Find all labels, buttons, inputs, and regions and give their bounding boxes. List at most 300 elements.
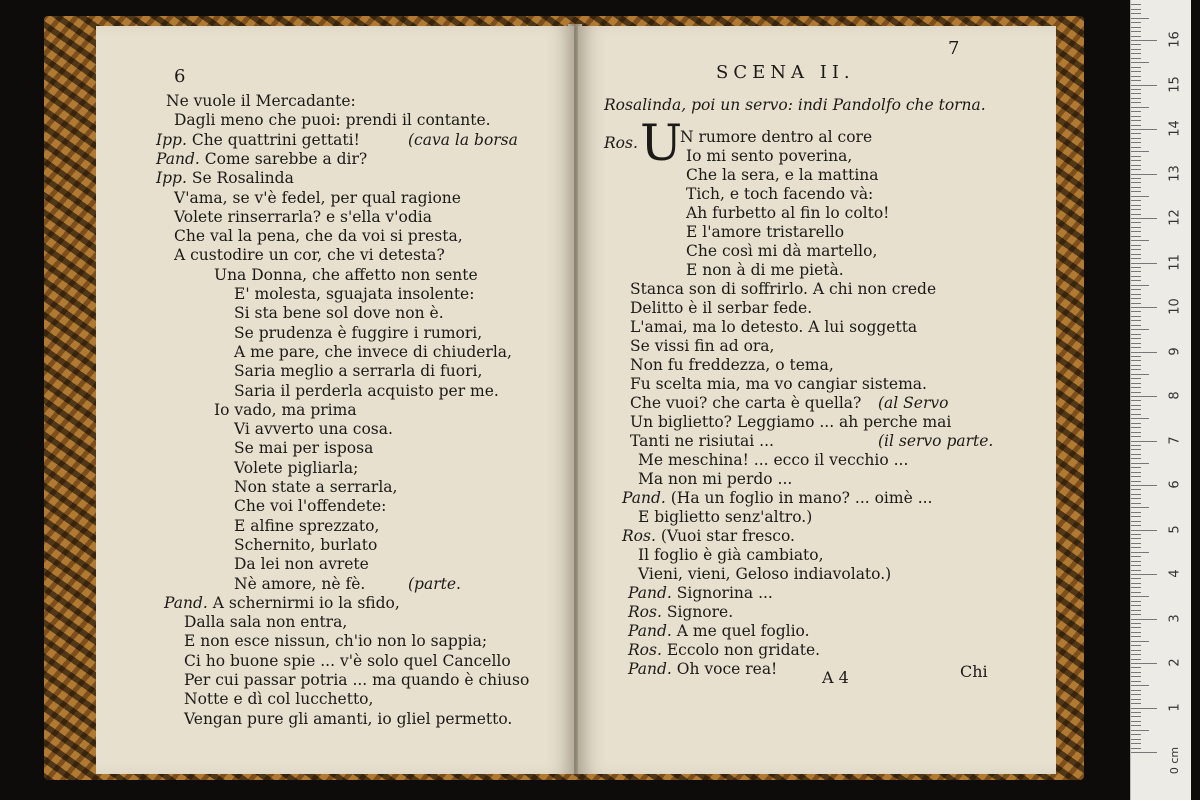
text-line xyxy=(630,337,774,355)
ruler-number: 12 xyxy=(1167,209,1183,226)
stage-direction: (cava la borsa xyxy=(408,130,518,149)
ruler-tick xyxy=(1131,27,1141,28)
verse-text: Oh voce rea! xyxy=(676,660,778,678)
ruler-tick xyxy=(1131,280,1141,281)
ruler-tick xyxy=(1131,521,1141,522)
ruler-unit: 0 cm xyxy=(1168,746,1182,775)
ruler-number: 9 xyxy=(1167,346,1183,356)
ruler-tick xyxy=(1131,151,1149,152)
text-line xyxy=(630,299,812,317)
verse-text: Tanti ne risiutai ... xyxy=(630,432,774,450)
ruler-tick xyxy=(1131,400,1141,401)
text-line xyxy=(630,318,917,336)
verse-text: Me meschina! ... ecco il vecchio ... xyxy=(638,451,909,469)
ruler-tick xyxy=(1131,93,1141,94)
ruler-tick xyxy=(1131,574,1157,575)
ruler-tick xyxy=(1131,676,1141,677)
ruler-number: 3 xyxy=(1167,613,1183,623)
speaker-label: Ipp. xyxy=(156,169,187,188)
text-line xyxy=(214,401,357,419)
verse-text: V'ama, se v'è fedel, per qual ragione xyxy=(174,188,461,207)
verse-text: Se prudenza è fuggire i rumori, xyxy=(234,323,483,342)
ruler-tick xyxy=(1131,641,1149,642)
speaker-label: Ipp. xyxy=(156,130,187,149)
text-line xyxy=(638,565,891,583)
text-line xyxy=(630,432,774,450)
ruler-number: 13 xyxy=(1167,164,1183,182)
text-line xyxy=(628,603,733,621)
ruler-tick xyxy=(1131,182,1141,183)
ruler-tick xyxy=(1131,405,1141,406)
ruler-tick xyxy=(1131,498,1141,499)
ruler-tick xyxy=(1131,307,1157,308)
text-line xyxy=(184,613,347,631)
ruler-tick xyxy=(1131,214,1141,215)
ruler-tick xyxy=(1131,191,1141,192)
ruler-tick xyxy=(1131,205,1141,206)
ruler-tick xyxy=(1131,547,1141,548)
ruler-tick xyxy=(1131,338,1141,339)
ruler-tick xyxy=(1131,178,1141,179)
verse-text: Non fu freddezza, o tema, xyxy=(630,356,834,374)
verse-text: Ah furbetto al fin lo colto! xyxy=(686,204,890,222)
text-line xyxy=(234,517,379,535)
ruler-tick xyxy=(1131,601,1141,602)
text-line xyxy=(234,285,474,303)
ruler-tick xyxy=(1131,320,1141,321)
text-line xyxy=(630,356,834,374)
verse-text: Schernito, burlato xyxy=(234,535,378,554)
page-number: 6 xyxy=(174,66,186,87)
text-line xyxy=(686,223,844,241)
verse-text: N rumore dentro al core xyxy=(680,128,873,146)
ruler-tick xyxy=(1131,165,1141,166)
text-line xyxy=(164,594,400,612)
ruler-tick xyxy=(1131,258,1141,259)
ruler-tick xyxy=(1131,147,1141,148)
ruler-number: 16 xyxy=(1167,31,1183,48)
ruler-tick xyxy=(1131,481,1141,482)
ruler-number: 4 xyxy=(1167,569,1183,578)
ruler-tick xyxy=(1131,254,1141,255)
text-line xyxy=(234,555,369,573)
ruler-tick xyxy=(1131,570,1141,571)
ruler-tick xyxy=(1131,263,1157,264)
ruler-tick xyxy=(1131,423,1141,424)
verse-text: Signorina ... xyxy=(676,584,773,602)
ruler-tick xyxy=(1131,739,1141,740)
text-line xyxy=(630,394,861,412)
text-line xyxy=(628,584,773,602)
scene-direction: Rosalinda, poi un servo: indi Pandolfo che torna. xyxy=(604,96,986,114)
ruler-tick xyxy=(1131,552,1149,553)
ruler-tick xyxy=(1131,623,1141,624)
ruler-tick xyxy=(1131,374,1149,375)
verse-text: Che così mi dà martello, xyxy=(686,242,878,260)
verse-text: E non esce nissun, ch'io non lo sappia; xyxy=(184,632,488,651)
text-line xyxy=(184,632,487,650)
text-line xyxy=(156,131,360,149)
ruler-tick xyxy=(1131,725,1141,726)
verse-text: Dalla sala non entra, xyxy=(184,613,348,632)
ruler-tick xyxy=(1131,383,1141,384)
text-line xyxy=(686,147,852,165)
ruler-tick xyxy=(1131,49,1141,50)
verse-text: Notte e dì col lucchetto, xyxy=(184,690,374,709)
text-line xyxy=(234,420,393,438)
verse-text: Nè amore, nè fè. xyxy=(234,574,366,593)
ruler-tick xyxy=(1131,418,1149,419)
ruler-tick xyxy=(1131,298,1141,299)
ruler-tick xyxy=(1131,13,1141,14)
text-line xyxy=(174,111,491,129)
ruler-tick xyxy=(1131,538,1141,539)
text-line xyxy=(174,227,463,245)
ruler-tick xyxy=(1131,227,1141,228)
ruler-number: 5 xyxy=(1167,524,1183,534)
ruler-tick xyxy=(1131,396,1157,397)
ruler-tick xyxy=(1131,708,1157,709)
ruler-tick xyxy=(1131,503,1141,504)
ruler-tick xyxy=(1131,67,1141,68)
ruler-tick xyxy=(1131,303,1141,304)
verse-text: Ma non mi perdo ... xyxy=(638,470,793,488)
ruler-tick xyxy=(1131,392,1141,393)
speaker-label: Ros. xyxy=(628,641,662,659)
ruler-tick xyxy=(1131,743,1141,744)
ruler-tick xyxy=(1131,196,1149,197)
verse-text: A me pare, che invece di chiuderla, xyxy=(234,342,512,361)
ruler-tick xyxy=(1131,156,1141,157)
text-line xyxy=(234,497,386,515)
verse-text: Vieni, vieni, Geloso indiavolato.) xyxy=(638,565,892,583)
verse-text: Eccolo non gridate. xyxy=(666,641,821,659)
ruler-tick xyxy=(1131,445,1141,446)
verse-text: Io mi sento poverina, xyxy=(686,147,853,165)
text-line xyxy=(686,242,877,260)
verse-text: Che vuoi? che carta è quella? xyxy=(630,394,862,412)
ruler-tick xyxy=(1131,174,1157,175)
catchword: Chi xyxy=(960,662,988,681)
ruler-tick xyxy=(1131,276,1141,277)
ruler-tick xyxy=(1131,636,1141,637)
text-line xyxy=(638,508,812,526)
ruler-tick xyxy=(1131,222,1141,223)
ruler-tick xyxy=(1131,627,1141,628)
verse-text: Si sta bene sol dove non è. xyxy=(234,304,444,323)
ruler-tick xyxy=(1131,485,1157,486)
verse-text: E alfine sprezzato, xyxy=(234,516,380,535)
ruler-tick xyxy=(1131,449,1141,450)
ruler-tick xyxy=(1131,690,1141,691)
ruler-tick xyxy=(1131,369,1141,370)
verse-text: E non à di me pietà. xyxy=(686,261,844,279)
verse-text: Signore. xyxy=(666,603,734,621)
ruler-tick xyxy=(1131,489,1141,490)
text-line xyxy=(234,575,365,593)
measuring-ruler xyxy=(1130,0,1191,800)
verse-text: Tich, e toch facendo và: xyxy=(686,185,874,203)
text-line xyxy=(174,189,461,207)
ruler-number: 1 xyxy=(1167,702,1183,712)
ruler-tick xyxy=(1131,454,1141,455)
verse-text: E l'amore tristarello xyxy=(686,223,845,241)
ruler-tick xyxy=(1131,267,1141,268)
ruler-tick xyxy=(1131,632,1141,633)
ruler-tick xyxy=(1131,125,1141,126)
scene-header: SCENA II. xyxy=(716,62,855,83)
ruler-tick xyxy=(1131,329,1149,330)
verse-text: Fu scelta mia, ma vo cangiar sistema. xyxy=(630,375,927,393)
verse-text: Se Rosalinda xyxy=(191,169,294,188)
text-line xyxy=(174,246,445,264)
speaker-label: Pand. xyxy=(628,622,672,640)
ruler-number: 15 xyxy=(1167,75,1183,93)
ruler-tick xyxy=(1131,98,1141,99)
verse-text: (Ha un foglio in mano? ... oimè ... xyxy=(670,489,933,507)
verse-text: Che val la pena, che da voi si presta, xyxy=(174,227,463,246)
ruler-tick xyxy=(1131,249,1141,250)
ruler-tick xyxy=(1131,694,1141,695)
ruler-tick xyxy=(1131,556,1141,557)
ruler-tick xyxy=(1131,672,1141,673)
ruler-tick xyxy=(1131,129,1157,130)
ruler-tick xyxy=(1131,432,1141,433)
verse-text: Per cui passar potria ... ma quando è chiuso xyxy=(184,671,530,689)
verse-text: Saria meglio a serrarla di fuori, xyxy=(234,362,483,381)
ruler-tick xyxy=(1131,721,1141,722)
verse-text: Volete rinserrarla? e s'ella v'odia xyxy=(174,207,432,226)
verse-text: Una Donna, che affetto non sente xyxy=(214,265,478,284)
ruler-tick xyxy=(1131,89,1141,90)
ruler-tick xyxy=(1131,356,1141,357)
verse-text: Che la sera, e la mattina xyxy=(686,166,879,184)
text-line xyxy=(686,185,873,203)
text-line xyxy=(214,266,478,284)
ruler-tick xyxy=(1131,240,1149,241)
speaker-label: Pand. xyxy=(628,660,672,678)
ruler-tick xyxy=(1131,294,1141,295)
ruler-tick xyxy=(1131,654,1141,655)
ruler-tick xyxy=(1131,681,1141,682)
verse-text: Saria il perderla acquisto per me. xyxy=(234,381,499,400)
ruler-tick xyxy=(1131,360,1141,361)
ruler-tick xyxy=(1131,9,1141,10)
ruler-tick xyxy=(1131,200,1141,201)
stage-direction: (il servo parte. xyxy=(878,432,994,450)
ruler-tick xyxy=(1131,663,1157,664)
ruler-tick xyxy=(1131,494,1141,495)
text-line xyxy=(686,261,844,279)
verse-text: A schernirmi io la sfido, xyxy=(212,593,400,612)
ruler-tick xyxy=(1131,209,1141,210)
ruler-tick xyxy=(1131,614,1141,615)
ruler-tick xyxy=(1131,138,1141,139)
ruler-tick xyxy=(1131,685,1149,686)
ruler-tick xyxy=(1131,512,1141,513)
ruler-tick xyxy=(1131,409,1141,410)
ruler-number: 14 xyxy=(1167,120,1183,137)
ruler-tick xyxy=(1131,245,1141,246)
ruler-tick xyxy=(1131,587,1141,588)
text-line xyxy=(174,208,432,226)
ruler-tick xyxy=(1131,343,1141,344)
ruler-tick xyxy=(1131,58,1141,59)
ruler-number: 11 xyxy=(1167,253,1183,271)
verse-text: Volete pigliarla; xyxy=(234,458,359,477)
ruler-tick xyxy=(1131,659,1141,660)
ruler-tick xyxy=(1131,619,1157,620)
ruler-tick xyxy=(1131,53,1141,54)
stage-direction: (al Servo xyxy=(878,394,949,412)
ruler-tick xyxy=(1131,218,1157,219)
text-line xyxy=(184,710,512,728)
text-line xyxy=(628,660,777,678)
ruler-tick xyxy=(1131,352,1157,353)
text-line xyxy=(184,690,373,708)
ruler-tick xyxy=(1131,80,1141,81)
ruler-tick xyxy=(1131,40,1157,41)
ruler-tick xyxy=(1131,365,1141,366)
ruler-tick xyxy=(1131,441,1157,442)
verse-text: Un biglietto? Leggiamo ... ah perche mai xyxy=(630,413,952,431)
ruler-tick xyxy=(1131,44,1141,45)
verse-text: E' molesta, sguajata insolente: xyxy=(234,285,475,303)
right-page xyxy=(578,26,1056,774)
speaker-label: Pand. xyxy=(622,489,666,507)
verse-text: Vengan pure gli amanti, io gliel permetto. xyxy=(184,709,513,728)
speaker-label: Pand. xyxy=(164,593,208,612)
ruler-tick xyxy=(1131,111,1141,112)
ruler-tick xyxy=(1131,507,1149,508)
ruler-tick xyxy=(1131,414,1141,415)
ruler-tick xyxy=(1131,730,1149,731)
ruler-tick xyxy=(1131,285,1149,286)
text-line xyxy=(234,478,397,496)
ruler-tick xyxy=(1131,62,1149,63)
ruler-tick xyxy=(1131,231,1141,232)
verse-text: Se vissi fin ad ora, xyxy=(630,337,775,355)
text-line xyxy=(622,527,795,545)
text-line xyxy=(638,451,908,469)
ruler-tick xyxy=(1131,699,1141,700)
text-line xyxy=(166,92,356,110)
ruler-number: 10 xyxy=(1167,298,1183,315)
text-line xyxy=(234,459,358,477)
ruler-tick xyxy=(1131,650,1141,651)
ruler-tick xyxy=(1131,472,1141,473)
ruler-tick xyxy=(1131,85,1157,86)
ruler-tick xyxy=(1131,516,1141,517)
ruler-tick xyxy=(1131,187,1141,188)
text-line xyxy=(156,169,294,187)
ruler-tick xyxy=(1131,116,1141,117)
ruler-tick xyxy=(1131,271,1141,272)
speaker-label: Ros. xyxy=(622,527,656,545)
ruler-tick xyxy=(1131,561,1141,562)
ruler-tick xyxy=(1131,107,1149,108)
verse-text: Se mai per isposa xyxy=(234,439,374,458)
ruler-tick xyxy=(1131,530,1157,531)
verse-text: A me quel foglio. xyxy=(676,622,810,640)
ruler-tick xyxy=(1131,645,1141,646)
speaker-label: Ros. xyxy=(604,134,638,152)
signature-mark: A 4 xyxy=(822,668,849,687)
ruler-tick xyxy=(1131,716,1141,717)
ruler-tick xyxy=(1131,476,1141,477)
verse-text: Stanca son di soffrirlo. A chi non crede xyxy=(630,280,937,298)
ruler-tick xyxy=(1131,734,1141,735)
ruler-tick xyxy=(1131,525,1141,526)
ruler-tick xyxy=(1131,236,1141,237)
verse-text: Come sarebbe a dir? xyxy=(204,149,368,168)
ruler-tick xyxy=(1131,142,1141,143)
text-line xyxy=(686,204,889,222)
ruler-tick xyxy=(1131,378,1141,379)
drop-cap: U xyxy=(640,114,683,172)
ruler-tick xyxy=(1131,543,1141,544)
ruler-tick xyxy=(1131,22,1141,23)
verse-text: Io vado, ma prima xyxy=(214,400,357,419)
ruler-tick xyxy=(1131,36,1141,37)
verse-text: Che voi l'offendete: xyxy=(234,497,387,516)
verse-text: L'amai, ma lo detesto. A lui soggetta xyxy=(630,318,918,336)
verse-text: Delitto è il serbar fede. xyxy=(630,299,813,317)
verse-text: Che quattrini gettati! xyxy=(191,130,360,149)
ruler-tick xyxy=(1131,325,1141,326)
ruler-tick xyxy=(1131,4,1141,5)
text-line xyxy=(234,362,482,380)
ruler-tick xyxy=(1131,752,1157,753)
ruler-tick xyxy=(1131,311,1141,312)
ruler-tick xyxy=(1131,387,1141,388)
ruler-tick xyxy=(1131,578,1141,579)
ruler-tick xyxy=(1131,748,1141,749)
text-line xyxy=(234,536,377,554)
ruler-number: 6 xyxy=(1167,480,1183,489)
stage-direction: (parte. xyxy=(408,574,461,593)
page-number: 7 xyxy=(948,38,960,59)
verse-text: A custodire un cor, che vi detesta? xyxy=(174,246,445,265)
text-line xyxy=(628,641,820,659)
text-line xyxy=(622,489,932,507)
ruler-tick xyxy=(1131,703,1141,704)
ruler-tick xyxy=(1131,120,1141,121)
speaker-label: Ros. xyxy=(628,603,662,621)
text-line xyxy=(630,413,951,431)
verse-text: Non state a serrarla, xyxy=(234,478,398,496)
text-line xyxy=(156,150,367,168)
ruler-tick xyxy=(1131,610,1141,611)
ruler-tick xyxy=(1131,583,1141,584)
text-line xyxy=(638,470,792,488)
ruler-tick xyxy=(1131,534,1141,535)
ruler-tick xyxy=(1131,596,1149,597)
ruler-tick xyxy=(1131,427,1141,428)
ruler-tick xyxy=(1131,436,1141,437)
ruler-tick xyxy=(1131,289,1141,290)
text-line xyxy=(234,439,373,457)
verse-text: Il foglio è già cambiato, xyxy=(638,546,824,564)
ruler-tick xyxy=(1131,18,1149,19)
ruler-tick xyxy=(1131,76,1141,77)
ruler-number: 8 xyxy=(1167,391,1183,400)
text-line xyxy=(630,375,927,393)
ruler-tick xyxy=(1131,102,1141,103)
verse-text: (Vuoi star fresco. xyxy=(660,527,795,545)
ruler-tick xyxy=(1131,347,1141,348)
verse-text: Vi avverto una cosa. xyxy=(234,420,393,439)
